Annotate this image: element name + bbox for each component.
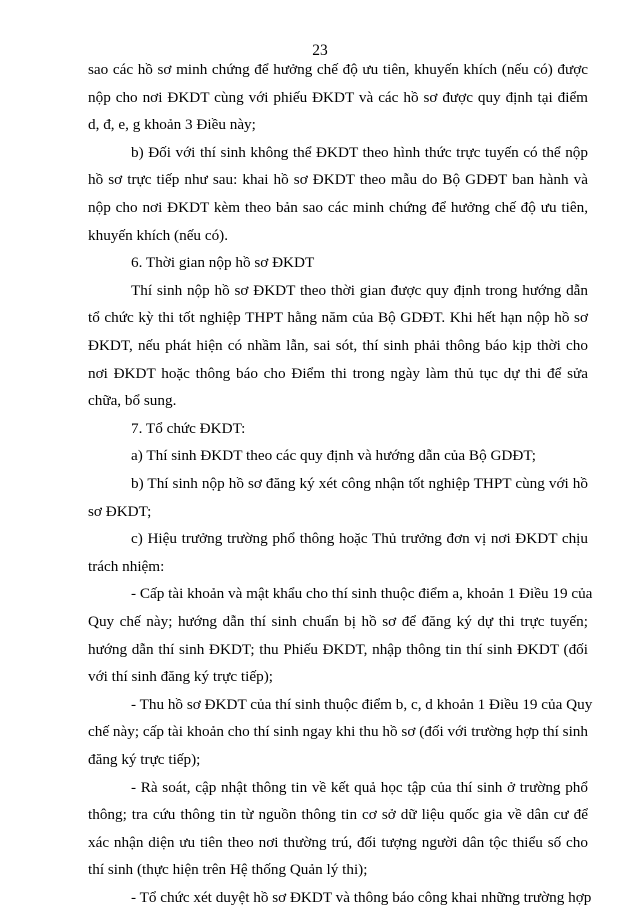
text-line: nơi ĐKDT hoặc thông báo cho Điểm thi trong ngày làm thủ tục dự thi để sửa (88, 364, 588, 382)
text-line: khuyến khích (nếu có). (88, 226, 229, 244)
text-line: b) Thí sinh nộp hồ sơ đăng ký xét công nhận tốt nghiệp THPT cùng với hồ (131, 475, 588, 492)
text-line: Quy chế này; hướng dẫn thí sinh chuẩn bị hồ sơ để đăng ký dự thi trực tuyến; (88, 613, 588, 630)
text-line: - Thu hồ sơ ĐKDT của thí sinh thuộc điểm b, c, d khoản 1 Điều 19 của Quy (131, 695, 593, 713)
text-line: sơ ĐKDT; (88, 502, 152, 520)
text-line: thí sinh (thực hiện trên Hệ thống Quản lý thi); (88, 861, 368, 879)
text-line: với thí sinh đăng ký trực tiếp); (88, 668, 273, 686)
text-line: - Rà soát, cập nhật thông tin về kết quả học tập của thí sinh ở trường phổ (131, 778, 588, 796)
text-line: hướng dẫn thí sinh ĐKDT; thu Phiếu ĐKDT, nhập thông tin thí sinh ĐKDT (đối (88, 640, 588, 658)
section-heading: 7. Tổ chức ĐKDT: (131, 419, 246, 437)
text-line: nộp cho nơi ĐKDT cùng với phiếu ĐKDT và các hồ sơ được quy định tại điểm (88, 88, 588, 106)
text-line: sao các hồ sơ minh chứng để hưởng chế độ ưu tiên, khuyến khích (nếu có) được (88, 61, 588, 78)
text-line: d, đ, e, g khoản 3 Điều này; (88, 116, 256, 134)
text-line: a) Thí sinh ĐKDT theo các quy định và hướng dẫn của Bộ GDĐT; (131, 447, 537, 465)
text-line: chế này; cấp tài khoản cho thí sinh ngay khi thu hồ sơ (đối với trường hợp thí sinh (88, 723, 588, 741)
text-line: xác nhận diện ưu tiên theo nơi thường trú, đối tượng người dân tộc thiểu số cho (88, 833, 588, 851)
text-line: Thí sinh nộp hồ sơ ĐKDT theo thời gian được quy định trong hướng dẫn (131, 281, 588, 299)
text-line: ĐKDT, nếu phát hiện có nhầm lẫn, sai sót, thí sinh phải thông báo kịp thời cho (88, 337, 588, 354)
text-line: thông; tra cứu thông tin từ nguồn thông tin cơ sở dữ liệu quốc gia về dân cư để (88, 806, 588, 824)
text-line: chữa, bổ sung. (88, 392, 177, 410)
text-line: - Cấp tài khoản và mật khẩu cho thí sinh thuộc điểm a, khoản 1 Điều 19 của (131, 585, 593, 603)
text-line: trách nhiệm: (88, 557, 165, 575)
text-line: hồ sơ trực tiếp như sau: khai hồ sơ ĐKDT theo mẫu do Bộ GDĐT ban hành và (88, 171, 588, 189)
text-line: b) Đối với thí sinh không thể ĐKDT theo hình thức trực tuyến có thể nộp (131, 143, 588, 161)
text-line: c) Hiệu trưởng trường phổ thông hoặc Thủ trưởng đơn vị nơi ĐKDT chịu (131, 530, 588, 548)
text-line: nộp cho nơi ĐKDT kèm theo bản sao các minh chứng để hưởng chế độ ưu tiên, (88, 199, 588, 216)
text-line: - Tổ chức xét duyệt hồ sơ ĐKDT và thông báo công khai những trường hợp (131, 889, 592, 906)
text-line: đăng ký trực tiếp); (88, 751, 201, 768)
page-number: 23 (312, 42, 328, 59)
section-heading: 6. Thời gian nộp hồ sơ ĐKDT (131, 254, 315, 272)
text-line: tổ chức kỳ thi tốt nghiệp THPT hằng năm của Bộ GDĐT. Khi hết hạn nộp hồ sơ (88, 309, 588, 327)
